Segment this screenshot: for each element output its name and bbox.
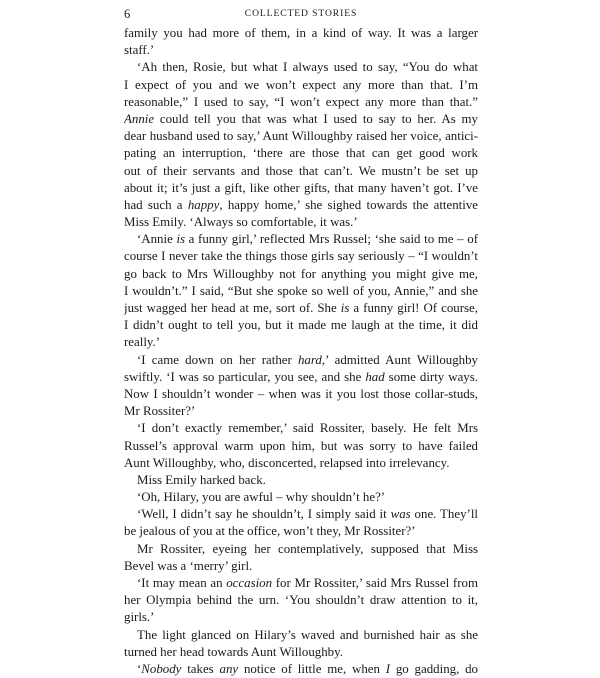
- text-line: Annie could tell you that was what I used to say to her. As my: [124, 111, 478, 126]
- text-line: swiftly. ‘I was so particular, you see, and she had some dirty ways.: [124, 369, 478, 384]
- text-line: dear husband used to say,’ Aunt Willoughby raised her voice, antici-: [124, 129, 478, 144]
- text-line: Mr Rossiter?’: [124, 404, 196, 419]
- text-line: had such a happy, happy home,’ she sighed towards the attentive: [124, 197, 478, 212]
- text-line: Bevel was a ‘merry’ girl.: [124, 558, 253, 573]
- text-line: girls.’: [124, 610, 155, 625]
- text-line: I didn’t ought to tell you, but it made me laugh at the time, it did: [124, 318, 478, 333]
- text-line: Miss Emily harked back.: [137, 472, 266, 487]
- text-line: course I never take the things those girls say seriously – “I wouldn’t: [124, 249, 478, 264]
- text-line: reasonable,” I used to say, “I won’t expect any more than that.”: [124, 94, 478, 109]
- text-line: ‘Nobody takes any notice of little me, when I go gadding, do: [137, 661, 478, 676]
- text-line: just wagged her head at me, sort of. She is a funny girl! Of course,: [124, 301, 478, 315]
- text-line: ‘Ah then, Rosie, but what I always used to say, “You do what: [137, 60, 478, 75]
- text-line: family you had more of them, in a kind of way. It was a larger: [124, 26, 478, 40]
- text-line: about it; it’s just a gift, like other gifts, that many haven’t got. I’ve: [124, 180, 478, 195]
- text-line: turned her head towards Aunt Willoughby.: [124, 644, 343, 659]
- text-line: ‘It may mean an occasion for Mr Rossiter,’ said Mrs Russel from: [137, 576, 478, 590]
- text-line: I expect of you and we won’t expect any more than that. I’m: [124, 77, 478, 92]
- text-line: ‘I don’t exactly remember,’ said Rossiter, basely. He felt Mrs: [137, 421, 478, 436]
- text-line: I wouldn’t.” I said, “But she spoke so well of you, Annie,” and she: [124, 283, 478, 298]
- text-line: out of their servants and those that can’t. We mustn’t be set up: [124, 163, 478, 178]
- text-line: ‘Annie is a funny girl,’ reflected Mrs Russel; ‘she said to me – of: [137, 232, 478, 247]
- text-line: Mr Rossiter, eyeing her contemplatively, supposed that Miss: [137, 541, 478, 556]
- running-head: COLLECTED STORIES: [244, 8, 358, 19]
- text-line: ‘Well, I didn’t say he shouldn’t, I simply said it was one. They’ll: [137, 507, 478, 522]
- body-text: [124, 25, 478, 678]
- text-line: Miss Emily. ‘Always so comfortable, it was.’: [124, 215, 358, 230]
- text-line: pating an interruption, ‘there are those that can get good work: [124, 146, 478, 161]
- text-line: really.’: [124, 335, 161, 350]
- text-line: Russel’s approval warm upon him, but was sorry to have failed: [124, 438, 478, 453]
- text-line: staff.’: [124, 43, 155, 58]
- text-line: go back to Mrs Willoughby not for anything you might give me,: [124, 266, 478, 281]
- text-line: The light glanced on Hilary’s waved and burnished hair as she: [137, 627, 478, 642]
- text-line: Aunt Willoughby, who, disconcerted, relapsed into irrelevancy.: [124, 455, 450, 470]
- text-line: her Olympia behind the urn. ‘You shouldn’t draw attention to it,: [124, 593, 478, 608]
- text-line: Now I shouldn’t wonder – when was it you lost those collar-studs,: [124, 386, 478, 401]
- text-line: ‘I came down on her rather hard,’ admitted Aunt Willoughby: [137, 352, 478, 367]
- text-line: be jealous of you at the office, won’t they, Mr Rossiter?’: [124, 524, 416, 539]
- text-line: ‘Oh, Hilary, you are awful – why shouldn’t he?’: [137, 490, 386, 505]
- page-header: [124, 7, 478, 21]
- page-number: 6: [124, 7, 131, 21]
